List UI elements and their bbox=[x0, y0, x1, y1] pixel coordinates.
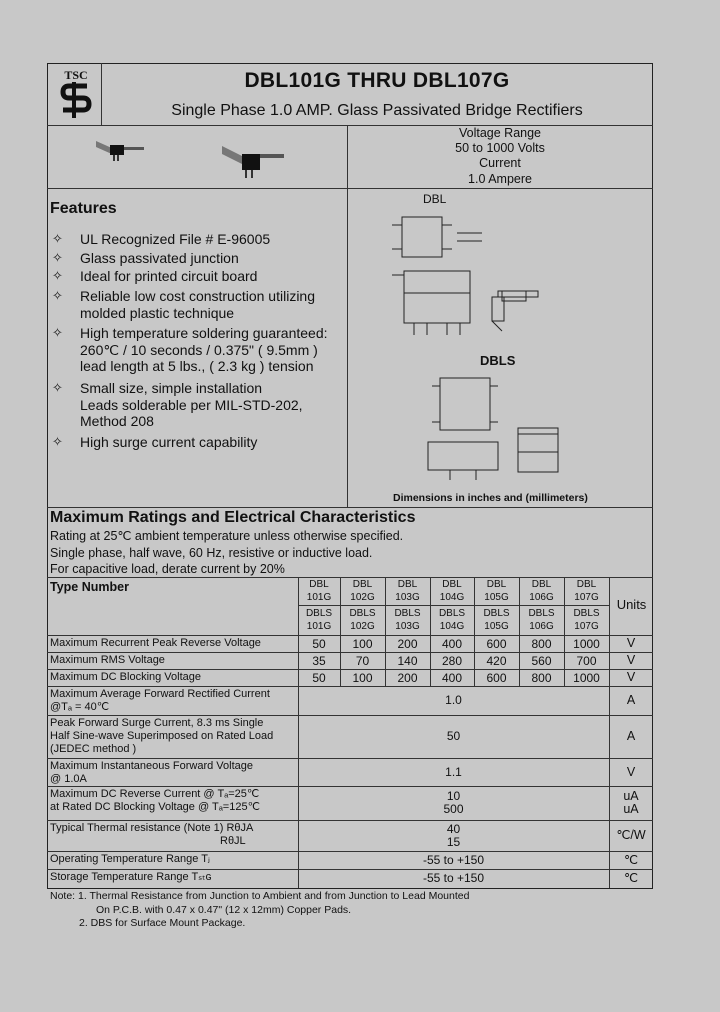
column-header-dbl bbox=[519, 578, 564, 604]
row-unit: ℃ bbox=[623, 871, 639, 885]
table-row-line bbox=[47, 851, 653, 852]
row-value: 600 bbox=[486, 671, 507, 685]
column-header-dbls bbox=[340, 607, 385, 633]
dbl-dimension-drawing bbox=[352, 205, 652, 355]
row-label bbox=[50, 788, 296, 814]
logo-text: TSC bbox=[64, 68, 88, 82]
row-label bbox=[50, 671, 296, 684]
column-header-text: DBLS bbox=[573, 608, 600, 619]
feature-text: lead length at 5 lbs., ( 2.3 kg ) tension bbox=[80, 358, 314, 374]
column-header-text: 106G bbox=[529, 621, 554, 632]
row-span-value: -55 to +150 bbox=[422, 871, 485, 885]
dbls-label: DBLS bbox=[480, 353, 516, 368]
row-label-text: Half Sine-wave Superimposed on Rated Load bbox=[50, 730, 274, 742]
column-header-text: DBLS bbox=[349, 608, 376, 619]
feature-item bbox=[52, 380, 342, 430]
table-row-line bbox=[47, 820, 653, 821]
voltage-range-label: Voltage Range bbox=[458, 126, 541, 140]
ratings-heading: Maximum Ratings and Electrical Characteristics bbox=[50, 509, 416, 526]
note-2: 2. DBS for Surface Mount Package. bbox=[79, 917, 246, 929]
row-unit: ℃/W bbox=[616, 828, 646, 842]
column-header-text: 103G bbox=[395, 592, 420, 603]
column-header-dbl bbox=[430, 578, 474, 604]
row-label-text: RθJL bbox=[220, 835, 246, 847]
row-span-value: 10 bbox=[446, 789, 461, 803]
row-label-text: Operating Temperature Range Tⱼ bbox=[50, 853, 210, 865]
row-unit: uA bbox=[623, 789, 639, 803]
row-value: 100 bbox=[352, 637, 373, 651]
current-label: Current bbox=[479, 156, 521, 170]
column-header-text: DBLS bbox=[305, 608, 333, 619]
dbl-package-photo-icon bbox=[92, 135, 152, 167]
feature-text: molded plastic technique bbox=[80, 304, 235, 321]
row-label-text: Storage Temperature Range Tₛₜɢ bbox=[50, 871, 212, 883]
row-label bbox=[50, 637, 296, 650]
table-header-divider bbox=[298, 605, 609, 606]
row-label-text: Typical Thermal resistance (Note 1) RθJA bbox=[50, 822, 254, 834]
feature-bullet-icon: ✧ bbox=[52, 268, 63, 283]
ratings-intro-2: Single phase, half wave, 60 Hz, resistive or inductive load. bbox=[50, 546, 373, 560]
dbls-dimension-drawing bbox=[420, 368, 640, 492]
features-heading: Features bbox=[50, 200, 117, 217]
row-span-value: 15 bbox=[446, 834, 461, 849]
note-1: Note: 1. Thermal Resistance from Junction to Ambient and from Junction to Lead Mounted bbox=[50, 890, 470, 902]
row-label-text: @ 1.0A bbox=[50, 773, 87, 785]
dimension-caption: Dimensions in inches and (millimeters) bbox=[393, 492, 588, 504]
table-row-line bbox=[47, 686, 653, 687]
column-header-text: 106G bbox=[529, 592, 554, 603]
row-span-value: 50 bbox=[446, 729, 461, 743]
column-header-text: DBLS bbox=[394, 608, 421, 619]
row-label-text: Maximum DC Blocking Voltage bbox=[50, 671, 202, 683]
row-value: 800 bbox=[531, 671, 552, 685]
column-header-dbl bbox=[298, 578, 340, 604]
feature-text: Reliable low cost construction utilizing bbox=[80, 288, 315, 304]
column-header-text: DBLS bbox=[438, 608, 466, 619]
feature-text: Leads solderable per MIL-STD-202, bbox=[80, 396, 303, 413]
feature-item bbox=[52, 231, 342, 248]
row-value: 200 bbox=[397, 637, 418, 651]
row-span-value: 40 bbox=[446, 821, 461, 836]
feature-item bbox=[52, 268, 342, 285]
column-header-text: 103G bbox=[395, 621, 420, 632]
row-unit: V bbox=[626, 636, 636, 650]
voltage-range-value: 50 to 1000 Volts bbox=[455, 141, 545, 155]
row-label bbox=[50, 654, 296, 667]
row-value: 400 bbox=[441, 671, 463, 685]
column-header-text: DBLS bbox=[483, 608, 510, 619]
column-header-text: 102G bbox=[350, 621, 375, 632]
row-value: 560 bbox=[531, 654, 552, 668]
row-value: 140 bbox=[397, 654, 418, 668]
ratings-intro-3: For capacitive load, derate current by 20% bbox=[50, 562, 285, 576]
row-value: 1000 bbox=[573, 637, 600, 651]
column-header-text: 101G bbox=[306, 592, 332, 603]
current-value: 1.0 Ampere bbox=[468, 172, 532, 186]
note-1-cont: On P.C.B. with 0.47 x 0.47" (12 x 12mm) Copper Pads. bbox=[96, 904, 352, 916]
row-span-value: 500 bbox=[443, 802, 464, 816]
row-unit: A bbox=[626, 729, 636, 743]
row-value: 50 bbox=[312, 637, 326, 651]
table-row-line bbox=[47, 635, 653, 636]
dbl-label: DBL bbox=[423, 192, 447, 206]
table-row-line bbox=[47, 869, 653, 870]
column-header-text: 101G bbox=[306, 621, 332, 632]
row-unit: V bbox=[626, 653, 636, 667]
feature-item bbox=[52, 250, 342, 267]
ratings-intro-1: Rating at 25℃ ambient temperature unless otherwise specified. bbox=[50, 529, 404, 543]
row-label bbox=[50, 822, 296, 848]
row-label bbox=[50, 871, 296, 884]
row-value: 200 bbox=[397, 671, 418, 685]
row-label-text: (JEDEC method ) bbox=[50, 743, 137, 755]
row-value: 400 bbox=[441, 637, 463, 651]
column-header-text: 104G bbox=[439, 621, 465, 632]
column-header-text: DBL bbox=[309, 579, 329, 590]
column-header-text: DBL bbox=[576, 579, 597, 590]
feature-bullet-icon: ✧ bbox=[52, 231, 63, 246]
feature-item bbox=[52, 325, 342, 375]
feature-bullet-icon: ✧ bbox=[52, 434, 63, 449]
column-header-dbls bbox=[564, 607, 609, 633]
feature-bullet-icon: ✧ bbox=[52, 250, 63, 265]
row-value: 50 bbox=[312, 671, 326, 685]
row-label-text: Maximum Instantaneous Forward Voltage bbox=[50, 760, 253, 772]
column-header-text: DBL bbox=[486, 579, 507, 590]
row-value: 70 bbox=[355, 654, 370, 668]
row-value: 420 bbox=[486, 654, 507, 668]
column-header-text: 107G bbox=[574, 592, 599, 603]
row-label-text: Maximum Average Forward Rectified Current bbox=[50, 688, 270, 700]
row-label bbox=[50, 760, 296, 786]
feature-item bbox=[52, 434, 342, 451]
row-unit: V bbox=[626, 670, 636, 684]
row-value: 800 bbox=[531, 637, 552, 651]
units-header: Units bbox=[616, 597, 647, 612]
row-label-text: at Rated DC Blocking Voltage @ Tₐ=125℃ bbox=[50, 801, 260, 813]
row-span-value: -55 to +150 bbox=[422, 852, 485, 867]
table-row-line bbox=[47, 669, 653, 670]
row-unit: uA bbox=[623, 802, 639, 816]
column-header-dbl bbox=[564, 578, 609, 604]
row-label-text: @Tₐ = 40℃ bbox=[50, 701, 110, 713]
feature-bullet-icon: ✧ bbox=[52, 380, 63, 395]
feature-text: UL Recognized File # E-96005 bbox=[80, 231, 271, 247]
row-label bbox=[50, 688, 296, 714]
row-unit: V bbox=[626, 764, 636, 779]
column-header-dbl bbox=[474, 578, 519, 604]
row-label-text: Peak Forward Surge Current, 8.3 ms Single bbox=[50, 717, 264, 729]
row-unit: A bbox=[626, 693, 636, 707]
row-value: 600 bbox=[486, 637, 507, 651]
row-value: 35 bbox=[312, 654, 326, 668]
page-subtitle: Single Phase 1.0 AMP. Glass Passivated Bridge Rectifiers bbox=[171, 102, 583, 119]
column-header-text: 105G bbox=[484, 592, 509, 603]
feature-text: Ideal for printed circuit board bbox=[80, 268, 258, 284]
page-title: DBL101G THRU DBL107G bbox=[244, 69, 510, 92]
table-row-line bbox=[47, 652, 653, 653]
column-header-dbls bbox=[298, 607, 340, 633]
column-header-dbl bbox=[385, 578, 430, 604]
feature-text: High surge current capability bbox=[80, 434, 258, 450]
table-row-line bbox=[47, 715, 653, 716]
feature-bullet-icon: ✧ bbox=[52, 288, 63, 303]
row-value: 280 bbox=[441, 654, 463, 668]
column-header-text: 104G bbox=[439, 592, 465, 603]
feature-item bbox=[52, 288, 342, 321]
tsc-logo bbox=[55, 68, 97, 120]
column-header-dbls bbox=[430, 607, 474, 633]
feature-text: Method 208 bbox=[80, 413, 154, 429]
column-header-dbls bbox=[474, 607, 519, 633]
column-header-text: 105G bbox=[484, 621, 509, 632]
row-label-text: Maximum RMS Voltage bbox=[50, 654, 165, 666]
type-number-header: Type Number bbox=[50, 580, 129, 594]
row-value: 700 bbox=[576, 654, 597, 668]
column-header-text: 107G bbox=[574, 621, 599, 632]
column-header-text: DBLS bbox=[528, 608, 555, 619]
table-row-line bbox=[47, 786, 653, 787]
column-header-dbls bbox=[519, 607, 564, 633]
column-header-text: 102G bbox=[350, 592, 375, 603]
column-header-text: DBL bbox=[397, 579, 418, 590]
row-value: 1000 bbox=[573, 671, 600, 685]
dbls-package-photo-icon bbox=[220, 140, 292, 180]
feature-bullet-icon: ✧ bbox=[52, 325, 63, 340]
column-header-text: DBL bbox=[442, 579, 462, 590]
row-label-text: Maximum Recurrent Peak Reverse Voltage bbox=[50, 637, 261, 649]
logo-symbol-icon bbox=[57, 82, 95, 118]
row-span-value: 1.1 bbox=[445, 764, 462, 779]
row-label bbox=[50, 717, 296, 756]
row-span-value: 1.0 bbox=[445, 693, 462, 707]
column-header-text: DBL bbox=[531, 579, 552, 590]
row-unit: ℃ bbox=[623, 852, 639, 867]
feature-text: 260℃ / 10 seconds / 0.375" ( 9.5mm ) bbox=[80, 341, 318, 358]
row-label-text: Maximum DC Reverse Current @ Tₐ=25℃ bbox=[50, 788, 260, 800]
feature-text: High temperature soldering guaranteed: bbox=[80, 325, 328, 341]
table-row-line bbox=[47, 758, 653, 759]
feature-text: Glass passivated junction bbox=[80, 250, 239, 266]
column-header-dbl bbox=[340, 578, 385, 604]
feature-text: Small size, simple installation bbox=[80, 380, 263, 396]
column-header-text: DBL bbox=[352, 579, 373, 590]
row-label bbox=[50, 853, 296, 866]
column-header-dbls bbox=[385, 607, 430, 633]
row-value: 100 bbox=[352, 671, 373, 685]
